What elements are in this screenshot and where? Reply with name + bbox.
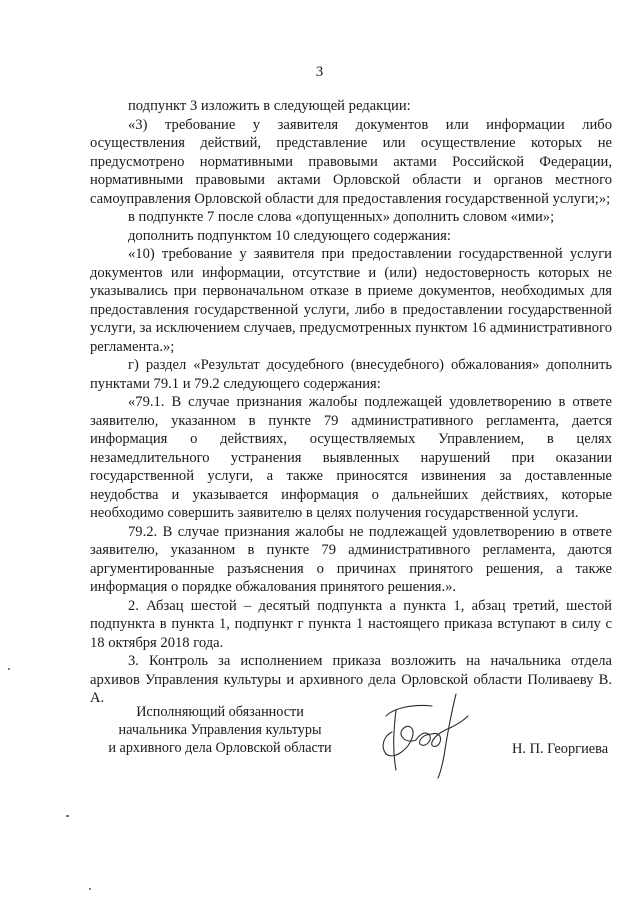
signatory-name: Н. П. Георгиева — [512, 741, 609, 757]
paragraph-3: в подпункте 7 после слова «допущенных» дополнить словом «ими»; — [128, 209, 555, 225]
paragraph-7: «79.1. В случае признания жалобы подлежащей удовлетворению в ответе заявителю, указанном в пункте 79 административного регламента, дается информация о действиях, осуществляемых Управлением, в целях незамедлительного устранения выявленных нарушений при оказании государственной услуги, а также приносятся извинения за доставленные неудобства и указывается информация о дальнейших действиях, которые необходимо совершить заявителю в целях получения государственной услуги. — [90, 394, 612, 521]
paragraph-2: «3) требование у заявителя документов или информации либо осуществления действий, представление или осуществление которых не предусмотрено нормативными правовыми актами Российской Федерации, нормативными правовыми актами Орловской области и органов местного самоуправления Орловской области для предоставления государственной услуги;»; — [90, 116, 612, 207]
signatory-position — [90, 703, 350, 757]
handwritten-signature — [372, 690, 482, 780]
position-line: Исполняющий обязанности — [136, 704, 304, 720]
paragraph-8: 79.2. В случае признания жалобы не подлежащей удовлетворению в ответе заявителю, указанном в пункте 79 административного регламента, даются аргументированные разъяснения о причинах принятого решения, а также информация о порядке обжалования принятого решения.». — [90, 523, 612, 595]
paragraph-1: подпункт 3 изложить в следующей редакции: — [128, 98, 411, 114]
position-line: и архивного дела Орловской области — [108, 740, 332, 756]
page-number: 3 — [315, 64, 324, 80]
scan-speck — [89, 888, 91, 890]
scan-speck — [8, 668, 10, 670]
paragraph-10: 3. Контроль за исполнением приказа возложить на начальника отдела архивов Управления культуры и архивного дела Орловской области Поливаеву В. А. — [90, 653, 612, 706]
paragraph-9: 2. Абзац шестой – десятый подпункта а пункта 1, абзац третий, шестой подпункта в пункта 1, подпункт г пункта 1 настоящего приказа вступают в силу с 18 октября 2018 года. — [90, 597, 612, 651]
paragraph-6: г) раздел «Результат досудебного (внесудебного) обжалования» дополнить пунктами 79.1 и 79.2 следующего содержания: — [90, 357, 612, 392]
paragraph-5: «10) требование у заявителя при предоставлении государственной услуги документов или информации, отсутствие и (или) недостоверность которых не указывались при первоначальном отказе в приеме документов, необходимых для предоставления государственной услуги, либо в предоставлении государственной услуги, за исключением случаев, предусмотренных пунктом 16 административного регламента.»; — [90, 246, 612, 355]
position-line: начальника Управления культуры — [118, 722, 322, 738]
paragraph-4: дополнить подпунктом 10 следующего содержания: — [128, 227, 451, 244]
scan-speck — [66, 815, 69, 817]
document-body — [90, 97, 612, 708]
